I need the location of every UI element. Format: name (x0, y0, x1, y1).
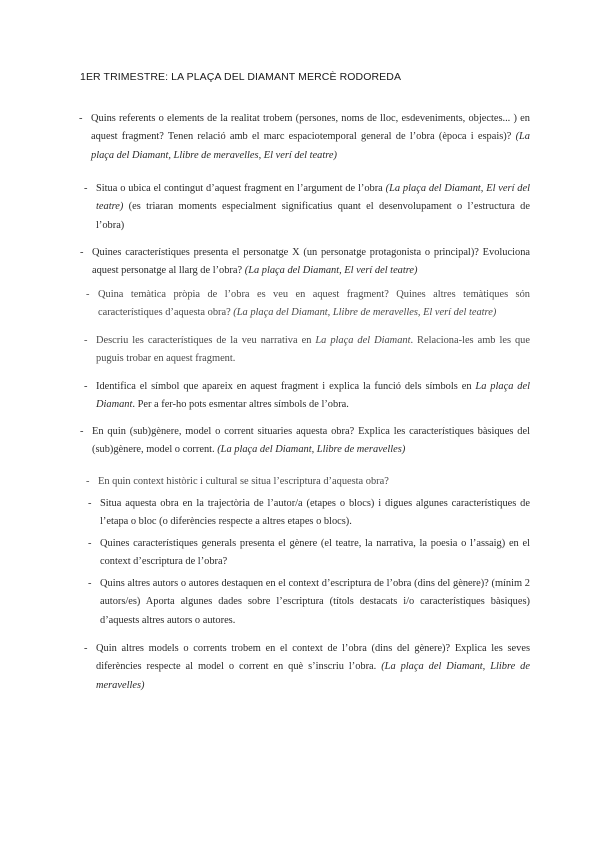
question-2-works: (La plaça del Diamant, El verí del teatre) (96, 183, 530, 213)
question-5-works: La plaça del Diamant (315, 335, 411, 346)
question-10-text: Quines característiques generals presenta el gènere (el teatre, la narrativa, la poesia o l’assaig) en el context d’escriptura de l’obra? (100, 538, 530, 568)
question-4 (86, 286, 530, 323)
page-title: 1ER TRIMESTRE: LA PLAÇA DEL DIAMANT MERCÈ RODOREDA (80, 71, 402, 83)
question-7 (80, 423, 530, 460)
bullet-dash-icon: - (79, 113, 83, 124)
question-1-works: (La plaça del Diamant, Llibre de meravelles, El verí del teatre) (91, 131, 530, 161)
question-9-text: Situa aquesta obra en la trajectòria de l’autor/a (etapes o blocs) i digues algunes característiques de l’etapa o bloc (o diferències respecte a altres etapes o blocs). (100, 498, 530, 528)
bullet-dash-icon: - (80, 247, 84, 258)
question-4-text: Quina temàtica pròpia de l’obra es veu en aquest fragment? Quines altres temàtiques són característiques d’aquesta obra? (98, 289, 530, 319)
question-3-text: Quines característiques presenta el personatge X (un personatge protagonista o principal)? Evoluciona aquest personatge al llarg de l’obra? (92, 247, 530, 277)
question-1 (79, 110, 530, 165)
bullet-dash-icon: - (88, 498, 92, 509)
question-8-text: En quin context històric i cultural se situa l’escriptura d’aquesta obra? (98, 476, 389, 487)
question-2-text: Situa o ubica el contingut d’aquest fragment en l’argument de l’obra (96, 183, 386, 194)
bullet-dash-icon: - (84, 643, 88, 654)
question-5 (84, 332, 530, 369)
bullet-dash-icon: - (88, 578, 92, 589)
question-6-after: . Per a fer-ho pots esmentar altres símbols de l’obra. (132, 399, 349, 411)
question-8 (86, 473, 530, 491)
question-6 (84, 378, 530, 415)
question-7-works: (La plaça del Diamant, Llibre de meravelles) (217, 444, 406, 456)
question-11 (88, 575, 530, 630)
bullet-dash-icon: - (84, 183, 88, 194)
question-12 (84, 640, 530, 695)
question-6-text: Identifica el símbol que apareix en aquest fragment i explica la funció dels símbols en (96, 381, 476, 392)
question-2 (84, 180, 530, 235)
question-10 (88, 535, 530, 572)
bullet-dash-icon: - (86, 476, 90, 487)
bullet-dash-icon: - (88, 538, 92, 549)
bullet-dash-icon: - (84, 335, 88, 346)
question-5-text: Descriu les característiques de la veu narrativa en (96, 335, 316, 346)
bullet-dash-icon: - (84, 381, 88, 392)
question-1-text: Quins referents o elements de la realitat trobem (persones, noms de lloc, esdeveniments, objectes... ) en aquest fragment? Tenen relació amb el marc espaciotemporal general de l’obra (època i espais)? (91, 113, 530, 143)
question-3 (80, 244, 530, 281)
question-11-text: Quins altres autors o autores destaquen en el context d’escriptura de l’obra (dins del gènere)? (mínim 2 autors/es) Aporta algunes dades sobre l’escriptura (títols destacats i/o característiques bàsiques) d’aquests altres autors o autores. (100, 578, 530, 626)
question-5-after: . Relaciona-les amb les que puguis trobar en aquest fragment. (96, 335, 530, 365)
question-7-text: En quin (sub)gènere, model o corrent situaries aquesta obra? Explica les característiques bàsiques del (sub)gènere, model o corrent. (92, 426, 530, 456)
question-6-works: La plaça del Diamant (96, 381, 530, 411)
bullet-dash-icon: - (80, 426, 84, 437)
question-12-works: (La plaça del Diamant, Llibre de meravelles) (96, 661, 530, 691)
question-4-works: (La plaça del Diamant, Llibre de meravelles, El verí del teatre) (233, 307, 497, 319)
question-9 (88, 495, 530, 532)
question-2-after: (es triaran moments especialment significatius quant el desenvolupament o l’estructura de l’obra) (96, 201, 530, 231)
question-3-works: (La plaça del Diamant, El verí del teatre) (244, 265, 418, 277)
bullet-dash-icon: - (86, 289, 90, 300)
question-12-text: Quin altres models o corrents trobem en el context de l’obra (dins del gènere)? Explica les seves diferències respecte al model o corrent en què s’inscriu l’obra. (96, 643, 530, 673)
